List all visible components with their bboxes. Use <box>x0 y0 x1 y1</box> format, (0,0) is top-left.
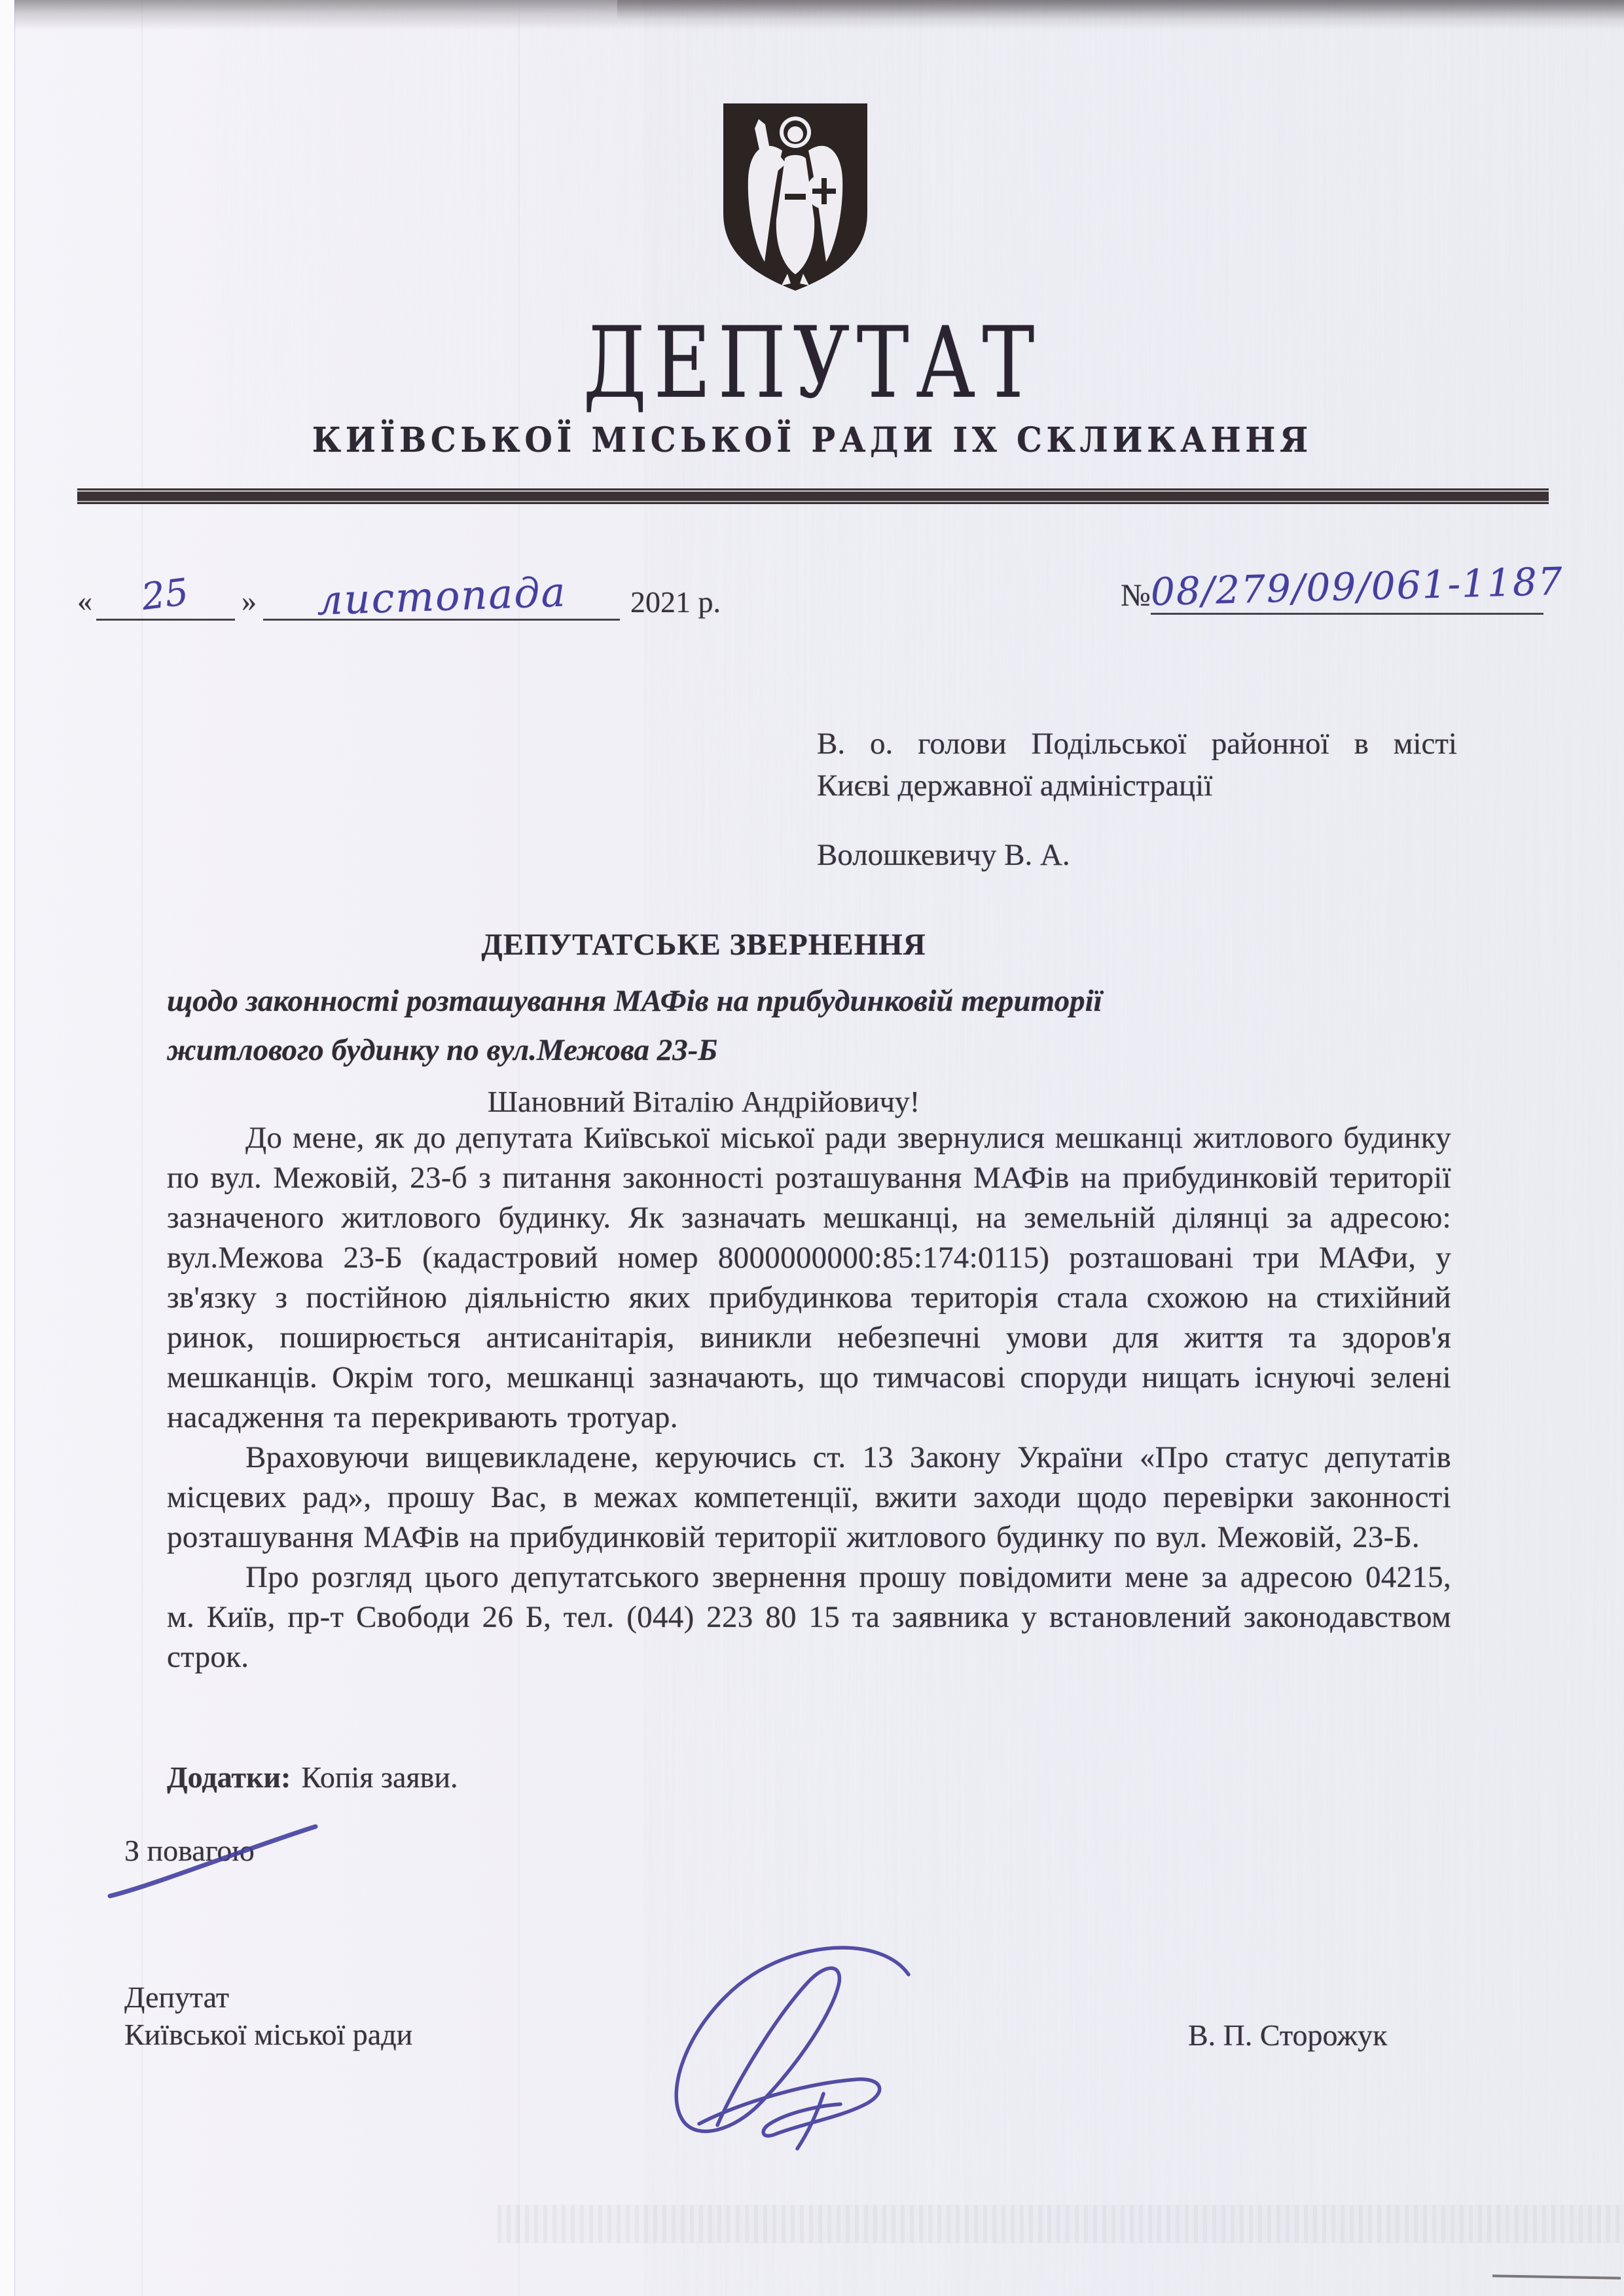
letterhead-subtitle <box>0 420 1624 460</box>
document-subtitle <box>167 977 1450 1075</box>
letterhead-title <box>0 306 1624 420</box>
salutation: Шановний Віталію Андрійовичу! <box>487 1085 920 1118</box>
number-sign: № <box>1121 578 1151 613</box>
addressee-line1: В. о. голови Подільської районної в місті <box>817 727 1457 761</box>
handwritten-month: листопада <box>316 568 568 625</box>
attachments-line <box>167 1760 458 1795</box>
handwritten-day: 25 <box>139 570 191 619</box>
handwritten-number: 08/279/09/061-1187 <box>1149 558 1564 615</box>
signer-name: В. П. Сторожук <box>1188 2018 1388 2052</box>
signer-position <box>124 1978 412 2053</box>
scan-artifact-bottom-line <box>1492 2274 1621 2279</box>
org-title-text: ДЕПУТАТ <box>583 306 1041 420</box>
date-day-blank <box>96 570 235 621</box>
attachments-value: Копія заяви. <box>301 1760 458 1794</box>
document-subtitle-line2: житлового будинку по вул.Межова 23-Б <box>167 1033 718 1067</box>
date-line <box>77 568 721 625</box>
letterhead-divider-rule <box>77 488 1549 504</box>
body-paragraph: До мене, як до депутата Київської міської ради звернулися мешканці житлового будинку по вул. Межовій, 23-б з питання законності розташування МАФів на прибудинковій території зазначеного житлового будинку. Як зазначать мешканці, на земельній ділянці за адресою: вул.Межова 23-Б (кадастровий номер 8000000000:85:174:0115) розташовані три МАФи, у зв'язку з постійною діяльністю яких прибудинкова територія стала схожою на стихійний ринок, поширюється антисанітарія, виникли небезпечні умови для життя та здоров'я мешканців. Окрім того, мешканці зазначають, що тимчасові споруди нищать існуючі зелені насадження та перекривають тротуар. <box>167 1121 1451 1434</box>
attachments-label: Додатки: <box>167 1760 291 1794</box>
number-blank <box>1149 558 1564 615</box>
closing-phrase: З повагою <box>124 1834 255 1867</box>
body-paragraph: Про розгляд цього депутатського звернення прошу повідомити мене за адресою 04215, м. Київ, пр-т Свободи 26 Б, тел. (044) 223 80 15 та заявника у встановлений законодавством строк. <box>167 1560 1451 1674</box>
quote-close: » <box>242 584 257 617</box>
scan-artifact-bottom-smear <box>497 2205 1624 2243</box>
scan-artifact-top-band-right <box>617 0 1624 20</box>
body-paragraph: Враховуючи вищевикладене, керуючись ст. 13 Закону України «Про статус депутатів місцевих рад», прошу Вас, в межах компетенції, вжити заходи щодо перевірки законності розташування МАФів на прибудинковій території житлового будинку по вул. Межовій, 23-Б. <box>167 1440 1451 1554</box>
kyiv-coat-of-arms-icon <box>717 98 874 295</box>
org-subtitle-text: КИЇВСЬКОЇ МІСЬКОЇ РАДИ IX СКЛИКАННЯ <box>312 420 1312 460</box>
quote-open: « <box>77 584 92 617</box>
document-title: ДЕПУТАТСЬКЕ ЗВЕРНЕННЯ <box>481 928 926 962</box>
addressee-block <box>817 723 1457 876</box>
signer-position-line2: Київської міської ради <box>124 2018 413 2051</box>
addressee-line2: Києві державної адміністрації <box>817 769 1213 803</box>
signer-position-line1: Депутат <box>124 1980 229 2014</box>
pen-stroke <box>105 1821 327 1901</box>
letter-body <box>167 1118 1451 1677</box>
addressee-name: Волошкевичу В. А. <box>817 838 1070 872</box>
date-month-blank <box>263 568 620 625</box>
handwritten-signature <box>601 1929 974 2151</box>
scan-paper-left-edge <box>0 0 14 2296</box>
date-year: 2021 р. <box>630 585 721 619</box>
registration-number-line <box>1121 558 1564 615</box>
document-subtitle-line1: щодо законності розташування МАФів на прибудинковій території <box>167 984 1102 1018</box>
